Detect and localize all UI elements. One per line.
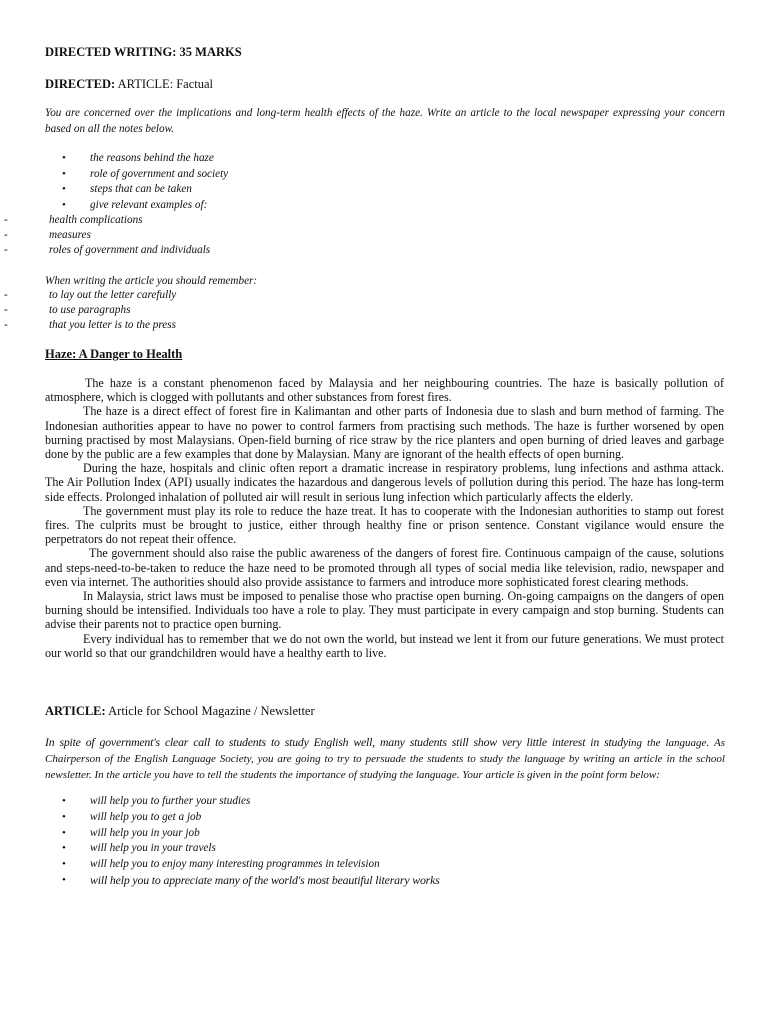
article-body	[45, 376, 724, 660]
article2-bullet-list	[62, 794, 440, 889]
examples-dash-list	[4, 213, 210, 259]
dash-icon: -	[4, 304, 8, 317]
list-item: - health complications	[4, 213, 210, 228]
list-item: - that you letter is to the press	[4, 318, 176, 333]
list-item: - to lay out the letter carefully	[4, 288, 176, 303]
article-paragraph: In Malaysia, strict laws must be imposed to penalise those who practise open burning. On-going campaigns on the dangers of open burning should be intensified. Individuals too have a role to play. They must participate in every campaign and stop burning. Students can advise their parents not to practice open burning.	[45, 589, 724, 632]
bullet-icon: •	[62, 810, 66, 823]
list-item: • will help you to further your studies	[62, 794, 440, 810]
article-paragraph: The government must play its role to reduce the haze treat. It has to cooperate with the Indonesian authorities to stamp out forest fires. The culprits must be brought to justice, either through healthy fine or prison sentence. Constant vigilance would ensure the perpetrators do not repeat their offence.	[45, 503, 724, 547]
dash-icon: -	[4, 244, 8, 257]
section-heading: DIRECTED WRITING: 35 MARKS	[45, 45, 242, 59]
article-paragraph: The haze is a constant phenomenon faced by Malaysia and her neighbouring countries. The haze is basically pollution of atmosphere, which is clogged with pollutants and other substances from forest fires.	[45, 376, 724, 405]
directed-label: DIRECTED:	[45, 77, 116, 91]
list-item: - roles of government and individuals	[4, 243, 210, 258]
task-prompt: You are concerned over the implications and long-term health effects of the haze. Write an article to the local newspaper expressing your concern based on all the notes below.	[45, 107, 725, 135]
list-item: • will help you in your travels	[62, 841, 440, 857]
list-item: - measures	[4, 228, 210, 243]
bullet-icon: •	[62, 842, 66, 855]
dash-icon: -	[4, 319, 8, 332]
article-paragraph: The haze is a direct effect of forest fire in Kalimantan and other parts of Indonesia due to slash and burn method of farming. The Indonesian authorities appear to have no power to control farmers from practising such methods. The haze is further worsened by open burning practised by most Malaysians. Open-field burning of rice straw by the rice planters and open burning of dried leaves and garbage done by the public are a few examples that done by Malaysian. Many are ignorant of the health effects of open burning.	[45, 404, 724, 462]
bullet-icon: •	[62, 183, 66, 196]
article2-label: ARTICLE:	[45, 704, 106, 718]
bullet-icon: •	[62, 198, 66, 211]
dash-icon: -	[4, 289, 8, 301]
bullet-icon: •	[62, 873, 66, 886]
bullet-icon: •	[62, 858, 66, 871]
article-paragraph: During the haze, hospitals and clinic often report a dramatic increase in respiratory problems, lung infections and asthma attack. The Air Pollution Index (API) usually indicates the hazardous and dangerous levels of pollution during this period. The haze has long-term side effects. Prolonged inhalation of polluted air will result in serious lung infection which particularly affects the elderly.	[45, 461, 724, 504]
list-item: • give relevant examples of:	[62, 198, 228, 214]
list-item: • the reasons behind the haze	[62, 151, 228, 167]
directed-value: ARTICLE: Factual	[115, 77, 214, 91]
list-item: • will help you in your job	[62, 826, 440, 842]
directed-line	[45, 77, 213, 92]
dash-icon: -	[4, 229, 8, 242]
list-item: • steps that can be taken	[62, 182, 228, 198]
remember-dash-list	[4, 288, 176, 334]
bullet-icon: •	[62, 795, 66, 807]
bullet-icon: •	[62, 826, 66, 839]
remember-intro: When writing the article you should remember:	[45, 275, 258, 287]
article-paragraph: Every individual has to remember that we do not own the world, but instead we lent it from our future generations. We must protect our world so that our grandchildren would have a healthy earth to live.	[45, 631, 724, 660]
list-item: • will help you to appreciate many of the world's most beautiful literary works	[62, 872, 440, 887]
notes-bullet-list	[62, 151, 228, 213]
article2-prompt	[45, 734, 725, 783]
list-item: - to use paragraphs	[4, 303, 176, 318]
bullet-icon: •	[62, 167, 66, 180]
article2-value: Article for School Magazine / Newsletter	[105, 704, 315, 718]
article-paragraph: The government should also raise the public awareness of the dangers of forest fire. Continuous campaign of the cause, solutions and steps-need-to-be-taken to reduce the haze need to be promoted through all types of social media like television, radio, newspaper and even via internet. The authorities should also provide assistance to farmers and introduce more sophisticated forest clearing methods.	[45, 546, 724, 589]
article-title: Haze: A Danger to Health	[45, 347, 183, 361]
bullet-icon: •	[62, 152, 66, 164]
list-item: • will help you to enjoy many interesting programmes in television	[62, 857, 440, 873]
article2-prompt-rest: ing the language. As Chairperson of the English Language Society, you are going to try to persuade the students to study the language by writing an article in the school newsletter. In the article you have to tell the students the importance of studying the language. Your article is given in the point form below:	[45, 737, 726, 781]
article2-heading	[45, 704, 315, 719]
list-item: • role of government and society	[62, 167, 228, 183]
dash-icon: -	[4, 214, 8, 226]
article2-prompt-handwritten: In spite of government's clear call to students to study English well, many students still show very little interest in study	[45, 735, 628, 749]
list-item: • will help you to get a job	[62, 810, 440, 826]
